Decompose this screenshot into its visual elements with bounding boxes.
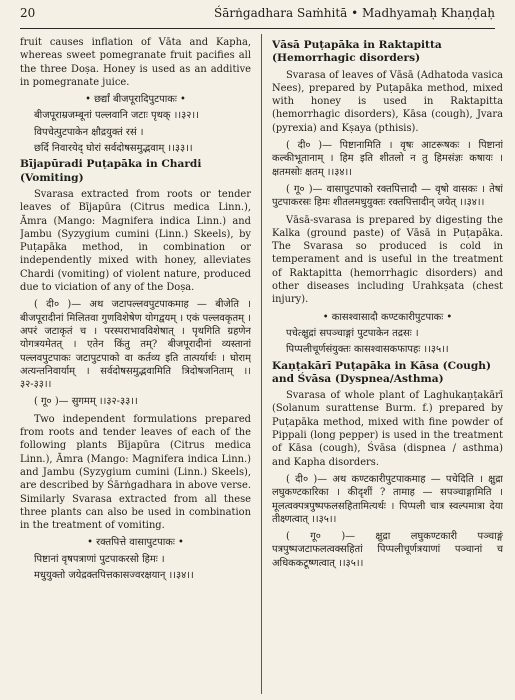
right-paragraph-1: Svarasa of leaves of Vāsā (Adhatoda vasica Nees), prepared by Puṭapāka method, mixed with honey is used in Raktapitta (hemorrhagic disorders), Kāsa (cough), Jvara (pyrexia) and Kṣaya (pthisis). [272, 69, 503, 134]
right-commentary-2: ( गू० )— वासापुटपाको रक्तपित्तादौ — वृषो वासकः । तेषां पुटपाकरसः हिमः शीतलमधुयुक्तः रक्तपित्तादीन् जयेत् ।।३४।। [272, 183, 503, 209]
left-column [20, 36, 251, 694]
column-divider [261, 34, 262, 694]
page-header [20, 6, 495, 24]
right-commentary-4: ( गू० )— क्षुद्रा लघुकण्टकारी पञ्चाङ्गं पत्रपुष्पजटाफलत्वक्सहितां पिप्पलीचूर्णत्रयाणां पञ्चानां च अधिककटूष्णत्वात् ।।३५।। [272, 531, 503, 569]
left-verse-1a: बीजपूराम्रजम्बूनां पल्लवानि जटाः पृथक् ।।३२।। [34, 110, 199, 122]
running-title: Śārṅgadhara Saṁhitā • Madhyamaḥ Khaṇḍaḥ [214, 6, 495, 20]
right-verse-heading-1: • कासश्वासादौ कण्टकारीपुटपाकः • [322, 311, 453, 323]
right-section-heading-1: Vāsā Puṭapāka in Raktapitta (Hemorrhagic disorders) [272, 39, 442, 65]
left-paragraph-2: Svarasa extracted from roots or tender leaves of Bījapūra (Citrus medica Linn.), Āmra (Mango: Magnifera indica Linn.) and Jambu (Syzygium cumini (Linn.) Skeels), by Puṭapāka method, in combination or independently mixed with honey, alleviates Chardi (vomiting) of violent nature, produced due to viciation of any of the Doṣa. [20, 188, 251, 294]
left-verse-2b: मधुयुक्तो जयेद्रक्तपित्तकासज्वरक्षयान् ।।३४।। [34, 569, 194, 581]
left-section-heading-1: Bījapūradi Puṭapāka in Chardi (Vomiting) [20, 158, 202, 184]
left-verse-2a: पिष्टानां वृषपत्राणां पुटपाकरसो हिमः । [34, 553, 165, 565]
left-commentary-1: ( दी० )— अथ जटापल्लवपुटपाकमाह — बीजेति । बीजपूरादीनां मिलितवा गुणविशेषेण योगद्वयम् । एकं पल्लवकृतम् । अपरं जटाकृतं च । परस्पराभावविशेषात् । पृथगिति ग्रहणेन योगत्रयमेतत् । एतेन किंतु तम्? बीजपूरादीनां व्यस्तानां पल्लवपुटपाकः जटापुटपाको वा कर्तव्य इति तात्पर्यार्थः । घोराम् अत्यन्तनिवार्याम् । सर्वदोषसमुद्भवामिति त्रिदोषजनिताम् ।।३२-३३।। [20, 299, 251, 391]
left-verse-heading-2: • रक्तपित्ते वासापुटपाकः • [87, 537, 184, 549]
right-column [272, 36, 503, 694]
right-verse-1b: पिप्पलीचूर्णसंयुक्तः कासश्वासकफापहः ।।३५।। [286, 344, 449, 356]
left-verse-1c: छर्दि निवारयेद् घोरां सर्वदोषसमुद्भवाम् ।।३३।। [34, 143, 193, 155]
right-paragraph-2: Vāsā-svarasa is prepared by digesting the Kalka (ground paste) of Vāsā in Puṭapāka. The Svarasa so produced is cold in temperament and is useful in the treatment of Raktapitta (hemorrhagic disorders) and other diseases including Urahkṣata (chest injury). [272, 214, 503, 306]
right-commentary-3: ( दी० )— अथ कण्टकारीपुटपाकमाह — पचेदिति । क्षुद्रा लघुकण्टकारिका । कीदृशीं ? तामाह — सपञ्चाङ्गामिति । मूलत्वक्पत्रपुष्पफलसहितामित्यर्थः । पिप्पली चात्र स्वल्पमात्रा देया तीक्ष्णत्वात् ।।३५।। [272, 473, 503, 525]
page-number: 20 [20, 6, 36, 20]
left-paragraph-1: fruit causes inflation of Vāta and Kapha, whereas sweet pomegranate fruit pacifies all the three Doṣa. Honey is used as an additive in pomegranate juice. [20, 37, 251, 88]
right-paragraph-3: Svarasa of whole plant of Laghukaṇṭakārī (Solanum surattense Burm. f.) prepared by Puṭapāka method, mixed with fine powder of Pippali (long pepper) is used in the treatment of Kāsa (cough), Śvāsa (dispnea / asthma) and Kapha disorders. [272, 390, 503, 468]
right-commentary-1: ( दी० )— पिष्टानामिति । वृषः आटरूषकः । पिष्टानां कल्कीभूतानाम् । हिम इति शीतलो न तु हिमसंज्ञः कषायः । क्षतमसोः क्षतम् ।।३४।। [272, 140, 503, 178]
left-verse-heading-1: • छर्द्यां बीजपूरादिपुटपाकः • [85, 94, 186, 106]
header-rule [20, 28, 495, 29]
left-paragraph-3: Two independent formulations prepared from roots and tender leaves of each of the following plants Bījapūra (Citrus medica Linn.), Āmra (Mango: Magnifera indica Linn.) and Jambu (Syzygium cumini (Linn.) Skeels), are described by Śārṅgadhara in above verse. Similarly Svarasa extracted from all these three plants can also be used in combination in the treatment of vomiting. [20, 413, 251, 532]
right-section-heading-2: Kaṇṭakārī Puṭapāka in Kāsa (Cough) and Śvāsa (Dyspnea/Asthma) [272, 359, 491, 385]
left-commentary-2: ( गू० )— सुगमम् ।।३२-३३।। [34, 396, 138, 408]
right-verse-1a: पचेत्क्षुद्रां सपञ्चाङ्गां पुटपाकेन तद्रसः । [286, 327, 419, 339]
left-verse-1b: विपचेत्पुटपाकेन क्षौद्रयुक्तं रसं । [34, 126, 144, 138]
